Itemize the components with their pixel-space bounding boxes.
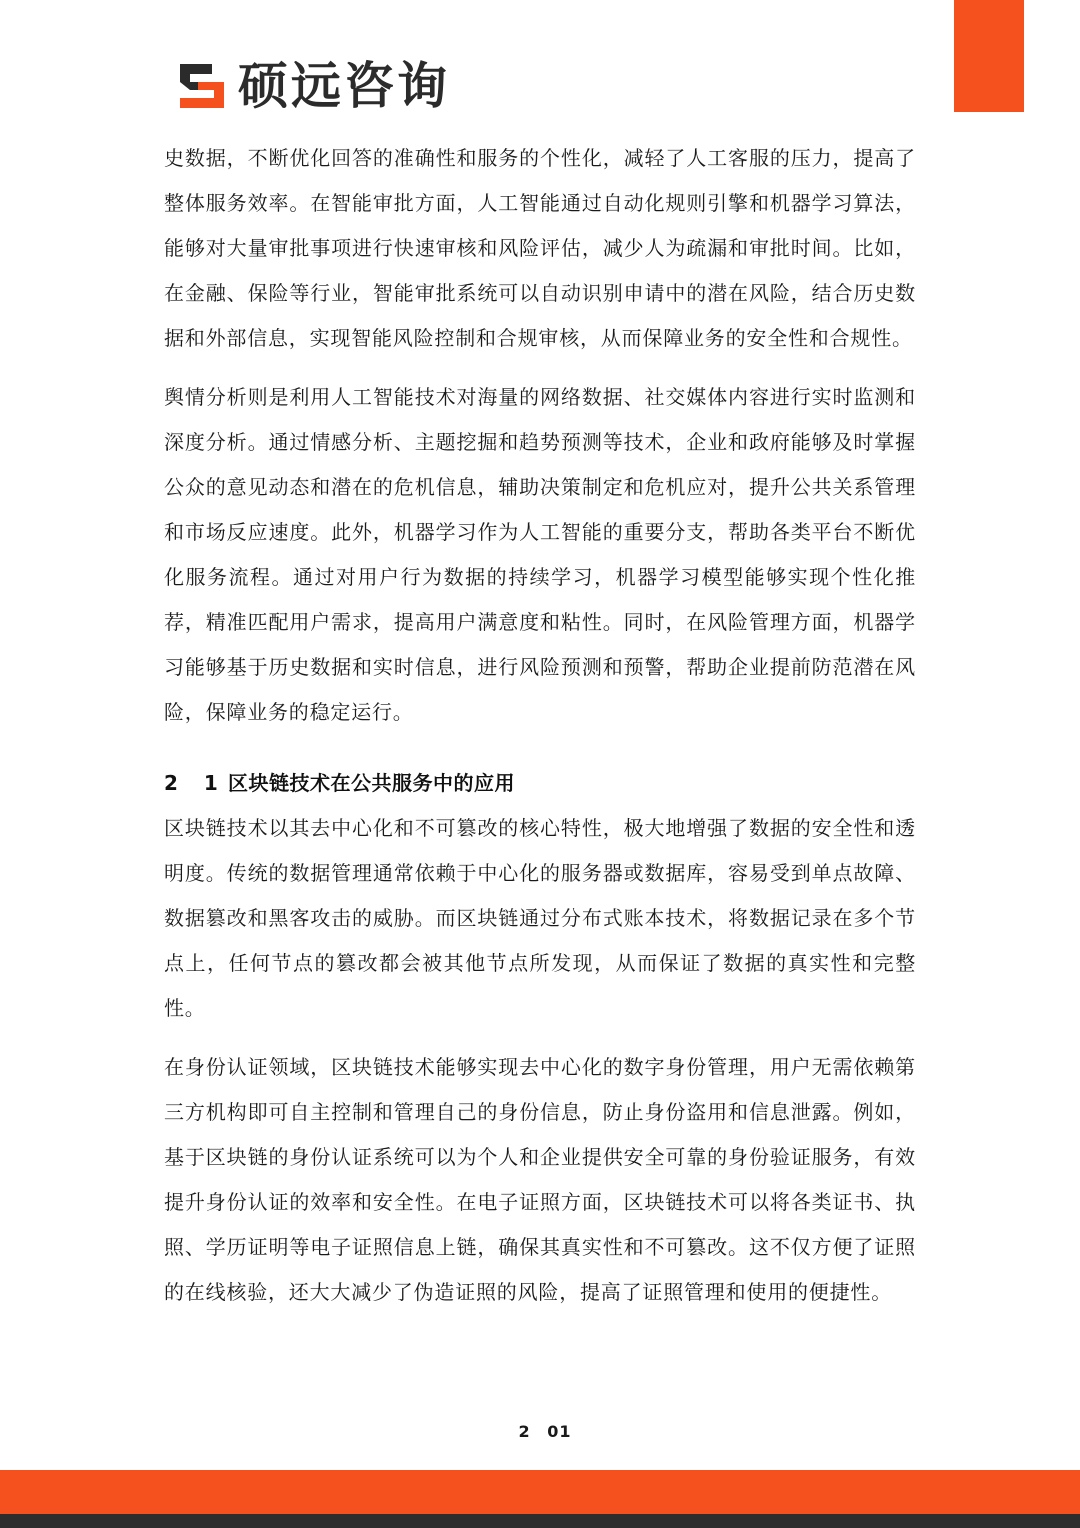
- corner-accent-tab: [954, 0, 1024, 112]
- brand-logo: [176, 58, 450, 114]
- document-body: [164, 136, 916, 1315]
- section-heading: [164, 761, 916, 806]
- footer-accent-bar: [0, 1470, 1080, 1514]
- section-title: 区块链技术在公共服务中的应用: [228, 771, 515, 795]
- brand-name: 硕远咨询: [238, 57, 450, 115]
- sy-logo-icon: [176, 60, 228, 112]
- paragraph-2: 舆情分析则是利用人工智能技术对海量的网络数据、社交媒体内容进行实时监测和深度分析。通过情感分析、主题挖掘和趋势预测等技术，企业和政府能够及时掌握公众的意见动态和潜在的危机信息，辅助决策制定和危机应对，提升公共关系管理和市场反应速度。此外，机器学习作为人工智能的重要分支，帮助各类平台不断优化服务流程。通过对用户行为数据的持续学习，机器学习模型能够实现个性化推荐，精准匹配用户需求，提高用户满意度和粘性。同时，在风险管理方面，机器学习能够基于历史数据和实时信息，进行风险预测和预警，帮助企业提前防范潜在风险，保障业务的稳定运行。: [164, 385, 916, 724]
- paragraph-3: 区块链技术以其去中心化和不可篡改的核心特性，极大地增强了数据的安全性和透明度。传统的数据管理通常依赖于中心化的服务器或数据库，容易受到单点故障、数据篡改和黑客攻击的威胁。而区块链通过分布式账本技术，将数据记录在多个节点上，任何节点的篡改都会被其他节点所发现，从而保证了数据的真实性和完整性。: [164, 816, 916, 1020]
- paragraph-1: 史数据，不断优化回答的准确性和服务的个性化，减轻了人工客服的压力，提高了整体服务效率。在智能审批方面，人工智能通过自动化规则引擎和机器学习算法，能够对大量审批事项进行快速审核和风险评估，减少人为疏漏和审批时间。比如，在金融、保险等行业，智能审批系统可以自动识别申请中的潜在风险，结合历史数据和外部信息，实现智能风险控制和合规审核，从而保障业务的安全性和合规性。: [164, 146, 916, 350]
- footer-dark-line: [0, 1514, 1080, 1528]
- page-number: 2 01: [518, 1422, 572, 1441]
- section-number: 2 1: [164, 771, 219, 795]
- paragraph-4: 在身份认证领域，区块链技术能够实现去中心化的数字身份管理，用户无需依赖第三方机构即可自主控制和管理自己的身份信息，防止身份盗用和信息泄露。例如，基于区块链的身份认证系统可以为个人和企业提供安全可靠的身份验证服务，有效提升身份认证的效率和安全性。在电子证照方面，区块链技术可以将各类证书、执照、学历证明等电子证照信息上链，确保其真实性和不可篡改。这不仅方便了证照的在线核验，还大大减少了伪造证照的风险，提高了证照管理和使用的便捷性。: [164, 1055, 916, 1304]
